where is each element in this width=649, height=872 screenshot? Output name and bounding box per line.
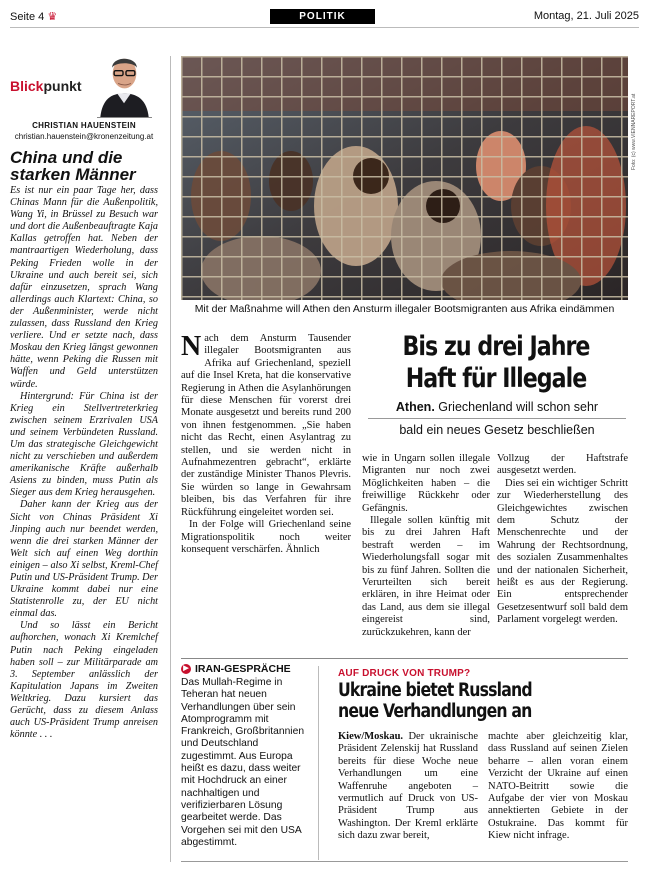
drop-cap: N xyxy=(181,331,202,362)
page-header xyxy=(10,8,639,28)
section-label: POLITIK xyxy=(270,9,375,24)
author-name: CHRISTIAN HAUENSTEIN xyxy=(32,121,136,130)
rubric-logo: Blickpunkt xyxy=(10,78,82,94)
iran-text: Das Mullah-Regime in Teheran hat neuen Verhandlungen über sein Atomprogramm mit Frankreich, Großbritannien und Deutschland zugestimmt. Aus Europa heißt es dazu, dass weiter mit Hochdruck an einer nachhaltigen und verifizierbaren Lösung gearbeitet werde. Das Vorgehen sei mit den USA abgestimmt. xyxy=(181,677,305,848)
ukraine-column-1: Kiew/Moskau. Der ukrainische Präsident Zelenskij hat Russland bereits für diese Woche neue Verhandlungen um eine Waffenruhe angeboten – vermutlich auf Druck von US-Präsident Trump aus Washington. Der Kreml erklärte sich dazu zwar bereit, xyxy=(338,731,478,842)
column-divider xyxy=(170,56,171,862)
iran-kicker: ▶ IRAN-GESPRÄCHE xyxy=(181,663,313,675)
commentary-body xyxy=(10,185,158,741)
commentary-column xyxy=(10,38,158,862)
iran-brief xyxy=(181,663,313,861)
column-divider xyxy=(318,666,319,860)
bottom-rule xyxy=(181,861,628,862)
photo-credit: Foto: (c) www.VIENNAREPORT.at xyxy=(631,93,637,170)
author-portrait xyxy=(97,44,152,118)
commentary-paragraph: Daher kann der Krieg aus der Sicht von Chinas Präsident Xi Jinping auch nur beendet werden, wenn die drei starken Männer der Welt sich auf einen Weg dorthin einigen – also Xi selbst, Kreml-Chef Putin und US-Präsident Trump. Der Ukraine kommt dabei nur eine Statistenrolle zu, der EU nicht einmal das. xyxy=(10,499,159,620)
section-divider xyxy=(181,658,628,659)
commentary-paragraph: Hintergrund: Für China ist der Krieg ein Stellvertreterkrieg zwischen seinem Erzrivalen USA und seinem Verbündeten Russland. Um das strategische Gleichgewicht nicht zu verschieben und außerdem amerikanische Kräfte außerhalb Asiens zu binden, muss Putin als Sieger aus dem Krieg herausgehen. xyxy=(10,390,158,499)
issue-date: Montag, 21. Juli 2025 xyxy=(533,10,639,22)
page-number: Seite 4 ♛ xyxy=(10,11,58,23)
ukraine-column-2: machte aber gleichzeitig klar, dass Russland auf seinen Zielen beharre – allen voran einem Verzicht der Ukraine auf einen NATO-Beitritt sowie die Aufgabe der vier von Moskau annektierten Gebiete in der Ostukraine. Das kommt für Kiew nicht infrage. xyxy=(488,731,628,842)
arrow-right-icon: ▶ xyxy=(181,664,191,674)
commentary-title: China und die starken Männer xyxy=(10,148,136,184)
article-subline: Athen. Griechenland will schon sehr bald ein neues Gesetz beschließen xyxy=(368,400,626,437)
article-column-3: Vollzug der Haftstrafe ausgesetzt werden. Dies sei ein wichtiger Schritt zur Wiederherstellung des Gleichgewichtes zwischen dem Schutz der Menschenrechte und der Wahrung der Rechtsordnung, des sozialen Zusammenhaltes und der nationalen Sicherheit, heißt es aus der Regierung. Ein entsprechender Gesetzesentwurf soll bald dem Parlament vorgelegt werden. xyxy=(497,453,628,626)
author-email: christian.hauenstein@kronenzeitung.at xyxy=(14,132,154,141)
photo-caption: Mit der Maßnahme will Athen den Ansturm illegaler Bootsmigranten aus Afrika eindämmen xyxy=(194,303,615,315)
article-column-2: wie in Ungarn sollen illegale Migranten nur noch zwei Möglichkeiten haben – die freiwillige Rückkehr oder Gefängnis. Illegale sollen künftig mit bis zu drei Jahren Haft bestraft werden – im Wiederholungsfall sogar mit bis zu fünf Jahren. Sollten die Verurteilten sich bereit erklären, in ihre Heimat oder das Land, aus dem sie illegal eingereist sind, zurückzukehren, kann der xyxy=(362,453,490,638)
article-headline: Bis zu drei Jahre Haft für Illegale xyxy=(402,331,590,394)
commentary-paragraph: Es ist nur ein paar Tage her, dass Chinas Mann für die Außenpolitik, Wang Yi, in Brüssel zu Besuch war und dort die Außenbeauftragte Kaja Kallas getroffen hat. Neben der mantraartigen Wiederholung, dass Peking Frieden wolle in der Ukraine und auch bereit sei, sich dafür einzusetzen, sprach Wang allerdings auch Klartext: China, so der Außenminister, werde nicht zulassen, dass Russland den Krieg verliere. Und er setzte nach, dass Moskau den Krieg längst gewonnen hätte, wenn Peking die Russen mit Waffen und Geld unterstützen würde. xyxy=(10,185,158,390)
commentary-paragraph: Und so lässt ein Bericht aufhorchen, wonach Xi Kremlchef Putin nach Peking eingeladen haben soll – zur Militärparade am 3. September anlässlich der Kapitulation Japans im Zweiten Weltkrieg. Dazu kursiert das Gerücht, dass zu diesem Anlass auch US-Präsident Trump anreisen könnte . . . xyxy=(10,620,158,741)
ukraine-kicker: AUF DRUCK VON TRUMP? xyxy=(338,668,471,679)
article-column-1: Nach dem Ansturm Tausender illegaler Bootsmigranten aus Afrika auf Griechenland, speziell auf die Insel Kreta, hat die konservative Regierung in Athen die Asylanhörungen für diese Menschen für vorerst drei Monate ausgesetzt und bereits rund 200 von ihnen festgenommen. „Sie haben nicht das Recht, einen Asylantrag zu stellen, und sie werden nicht in Aufnahmezentren gebracht“, erklärte der zuständige Minister Thanos Plevris. Sie würden so lange in Gewahrsam bleiben, bis das Verfahren für ihre Rückführung eingeleitet worden sei. In der Folge will Griechenland seine Migrationspolitik noch weiter konsequent verschärfen. Ähnlich xyxy=(181,331,351,555)
ukraine-headline: Ukraine bietet Russland neue Verhandlungen an xyxy=(338,680,532,722)
crown-icon: ♛ xyxy=(47,11,58,23)
migrants-behind-fence-photo xyxy=(181,56,628,300)
